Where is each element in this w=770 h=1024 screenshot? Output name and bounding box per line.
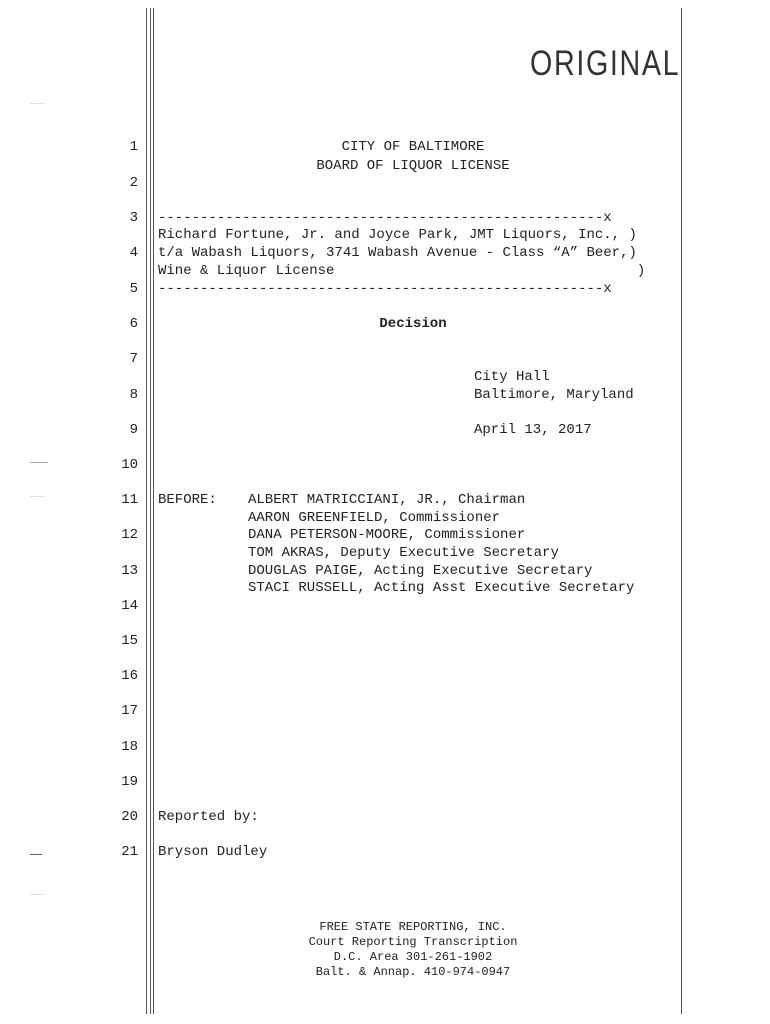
case-party-line: Richard Fortune, Jr. and Joyce Park, JMT Liquors, Inc., ) xyxy=(158,227,637,243)
footer-services: Court Reporting Transcription xyxy=(308,935,518,949)
line-number: 13 xyxy=(121,563,138,579)
board-member: TOM AKRAS, Deputy Executive Secretary xyxy=(248,545,559,561)
caption-city: CITY OF BALTIMORE xyxy=(341,139,485,155)
hearing-date: April 13, 2017 xyxy=(474,422,592,438)
footer-company: FREE STATE REPORTING, INC. xyxy=(319,920,507,934)
line-number: 19 xyxy=(121,774,138,790)
line-number: 20 xyxy=(121,809,138,825)
line-number: 6 xyxy=(129,316,138,332)
line-number: 7 xyxy=(129,351,138,367)
case-party-line: t/a Wabash Liquors, 3741 Wabash Avenue - Class “A” Beer,) xyxy=(158,245,637,261)
line-number: 21 xyxy=(121,844,138,860)
line-number: 18 xyxy=(121,739,138,755)
line-number: 4 xyxy=(129,245,138,261)
line-number: 14 xyxy=(121,598,138,614)
line-number: 3 xyxy=(129,210,138,226)
line-number: 12 xyxy=(121,527,138,543)
case-party-line: Wine & Liquor License ) xyxy=(158,263,646,279)
margin-rule-right xyxy=(681,8,682,1014)
scan-mark xyxy=(30,103,44,104)
reporter-name: Bryson Dudley xyxy=(158,844,268,860)
margin-rule-left-2 xyxy=(150,8,151,1014)
footer-balt-phone: Balt. & Annap. 410-974-0947 xyxy=(315,965,511,979)
reported-by-label: Reported by: xyxy=(158,809,259,825)
case-rule-top: -----------------------------------------------------x xyxy=(158,210,612,226)
line-number: 10 xyxy=(121,457,138,473)
margin-rule-left-1 xyxy=(146,8,147,1014)
original-stamp: ORIGINAL xyxy=(530,44,681,83)
before-label: BEFORE: xyxy=(158,492,217,508)
line-number: 17 xyxy=(121,703,138,719)
scan-mark xyxy=(30,854,42,855)
board-member: ALBERT MATRICCIANI, JR., Chairman xyxy=(248,492,526,508)
line-number: 8 xyxy=(129,387,138,403)
line-number: 15 xyxy=(121,633,138,649)
line-number: 11 xyxy=(121,492,138,508)
line-number: 5 xyxy=(129,281,138,297)
line-number: 1 xyxy=(129,139,138,155)
line-number: 9 xyxy=(129,422,138,438)
location-city: Baltimore, Maryland xyxy=(474,387,634,403)
board-member: DANA PETERSON-MOORE, Commissioner xyxy=(248,527,526,543)
document-title: Decision xyxy=(379,316,447,332)
case-rule-bottom: -----------------------------------------------------x xyxy=(158,281,612,297)
scan-mark xyxy=(30,462,48,463)
location-place: City Hall xyxy=(474,369,550,385)
scan-mark xyxy=(30,894,44,895)
scan-mark xyxy=(30,496,44,497)
board-member: DOUGLAS PAIGE, Acting Executive Secretary xyxy=(248,563,593,579)
caption-board: BOARD OF LIQUOR LICENSE xyxy=(316,158,510,174)
board-member: AARON GREENFIELD, Commissioner xyxy=(248,510,501,526)
board-member: STACI RUSSELL, Acting Asst Executive Secretary xyxy=(248,580,635,596)
line-number: 2 xyxy=(129,175,138,191)
footer-dc-phone: D.C. Area 301-261-1902 xyxy=(333,950,493,964)
line-number: 16 xyxy=(121,668,138,684)
margin-rule-left-3 xyxy=(153,8,154,1014)
